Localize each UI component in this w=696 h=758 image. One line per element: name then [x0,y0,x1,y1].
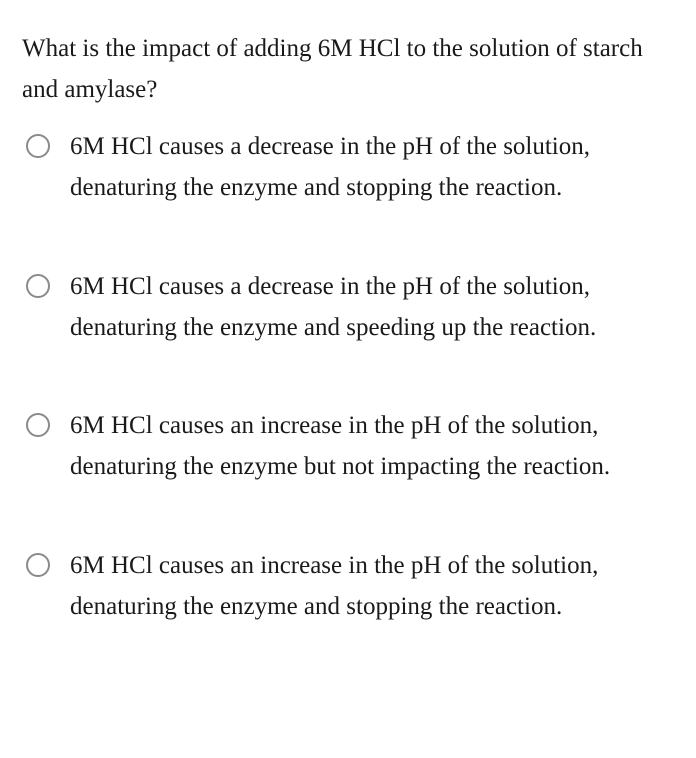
answer-option-2[interactable] [0,264,696,404]
question-text: What is the impact of adding 6M HCl to the solution of starch and amylase? [22,35,643,103]
radio-button-icon[interactable] [26,413,50,437]
answer-option-label: 6M HCl causes an increase in the pH of the solution, denaturing the enzyme and stopping the reaction. [70,551,599,620]
radio-button-icon[interactable] [26,274,50,298]
answer-options [0,124,696,682]
radio-button-icon[interactable] [26,134,50,158]
answer-option-label: 6M HCl causes an increase in the pH of the solution, denaturing the enzyme but not impacting the reaction. [70,412,611,480]
radio-button-icon[interactable] [26,553,50,577]
answer-option-label: 6M HCl causes a decrease in the pH of the solution, denaturing the enzyme and speeding up the reaction. [70,272,597,341]
answer-option-label: 6M HCl causes a decrease in the pH of the solution, denaturing the enzyme and stopping the reaction. [70,133,591,201]
answer-option-1[interactable] [0,124,696,264]
answer-option-4[interactable] [0,543,696,683]
answer-option-3[interactable] [0,403,696,543]
